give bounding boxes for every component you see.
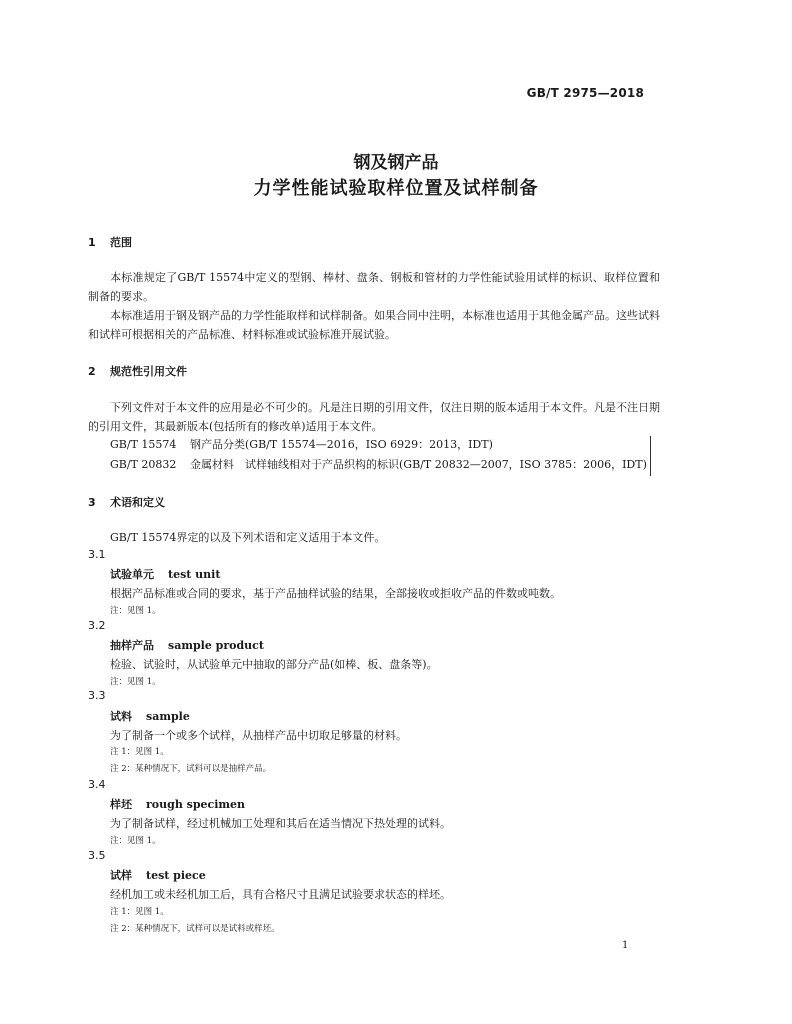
term-en: rough specimen [146,798,246,811]
section-1-paragraph-2: 本标准适用于钢及钢产品的力学性能取样和试样制备。如果合同中注明，本标准也适用于其他金属产品。这些试料和试样可根据相关的产品标准、材料标准或试验标准开展试验。 [88,309,660,341]
term-definition: 为了制备试样，经过机械加工处理和其后在适当情况下热处理的试料。 [110,817,451,830]
term-en: test piece [146,869,206,882]
term-zh: 样坯 [110,798,132,811]
term-definition: 检验、试验时，从试验单元中抽取的部分产品(如棒、板、盘条等)。 [110,658,438,671]
section-number: 1 [88,236,96,249]
reference-code: GB/T 20832 [110,458,177,471]
reference-item [110,436,493,452]
term-note: 注 1：见图 1。 [110,747,169,757]
term-definition: 根据产品标准或合同的要求，基于产品抽样试验的结果，全部接收或拒收产品的件数或吨数。 [110,587,561,600]
term-zh: 试样 [110,869,132,882]
clause-number: 3.2 [88,619,106,632]
section-title: 范围 [110,236,132,249]
term-note: 注：见图 1。 [110,606,161,616]
term-heading [110,637,264,653]
section-1-paragraph-1: 本标准规定了GB/T 15574中定义的型钢、棒材、盘条、钢板和管材的力学性能试验用试样的标识、取样位置和制备的要求。 [88,271,660,303]
section-2-paragraph: 下列文件对于本文件的应用是必不可少的。凡是注日期的引用文件，仅注日期的版本适用于本文件。凡是不注日期的引用文件，其最新版本(包括所有的修改单)适用于本文件。 [88,401,660,433]
section-3-heading [88,494,165,510]
section-2-heading [88,363,187,379]
page-number: 1 [622,940,629,951]
section-title: 规范性引用文件 [110,365,187,378]
reference-code: GB/T 15574 [110,438,177,451]
standard-number: GB/T 2975—2018 [526,86,644,100]
term-note: 注 2：某种情况下，试料可以是抽样产品。 [110,764,272,774]
clause-number: 3.3 [88,689,106,702]
change-bar [650,436,651,476]
term-note: 注：见图 1。 [110,677,161,687]
term-en: test unit [168,568,221,581]
term-definition: 经机加工或未经机加工后，具有合格尺寸且满足试验要求状态的样坯。 [110,888,451,901]
section-3-intro: GB/T 15574界定的以及下列术语和定义适用于本文件。 [110,531,386,544]
term-zh: 试验单元 [110,568,154,581]
term-definition: 为了制备一个或多个试样，从抽样产品中切取足够量的材料。 [110,729,407,742]
term-heading [110,708,190,724]
term-note: 注：见图 1。 [110,836,161,846]
term-zh: 抽样产品 [110,639,154,652]
term-heading [110,566,220,582]
term-note: 注 2：某种情况下，试样可以是试料或样坯。 [110,924,280,934]
reference-item [110,456,647,472]
title-line-2: 力学性能试验取样位置及试样制备 [253,178,539,199]
section-1-heading [88,234,132,250]
section-number: 3 [88,496,96,509]
term-heading [110,867,206,883]
clause-number: 3.5 [88,849,106,862]
title-line-1: 钢及钢产品 [353,153,439,173]
section-title: 术语和定义 [110,496,165,509]
clause-number: 3.1 [88,548,106,561]
term-heading [110,796,245,812]
clause-number: 3.4 [88,778,106,791]
term-zh: 试料 [110,710,132,723]
term-en: sample [146,710,190,723]
reference-title: 钢产品分类(GB/T 15574—2016，ISO 6929：2013，IDT) [190,438,493,451]
reference-title: 金属材料 试样轴线相对于产品织构的标识(GB/T 20832—2007，ISO 3785：2006，IDT) [190,458,647,471]
term-en: sample product [168,639,264,652]
term-note: 注 1：见图 1。 [110,907,169,917]
section-number: 2 [88,365,96,378]
